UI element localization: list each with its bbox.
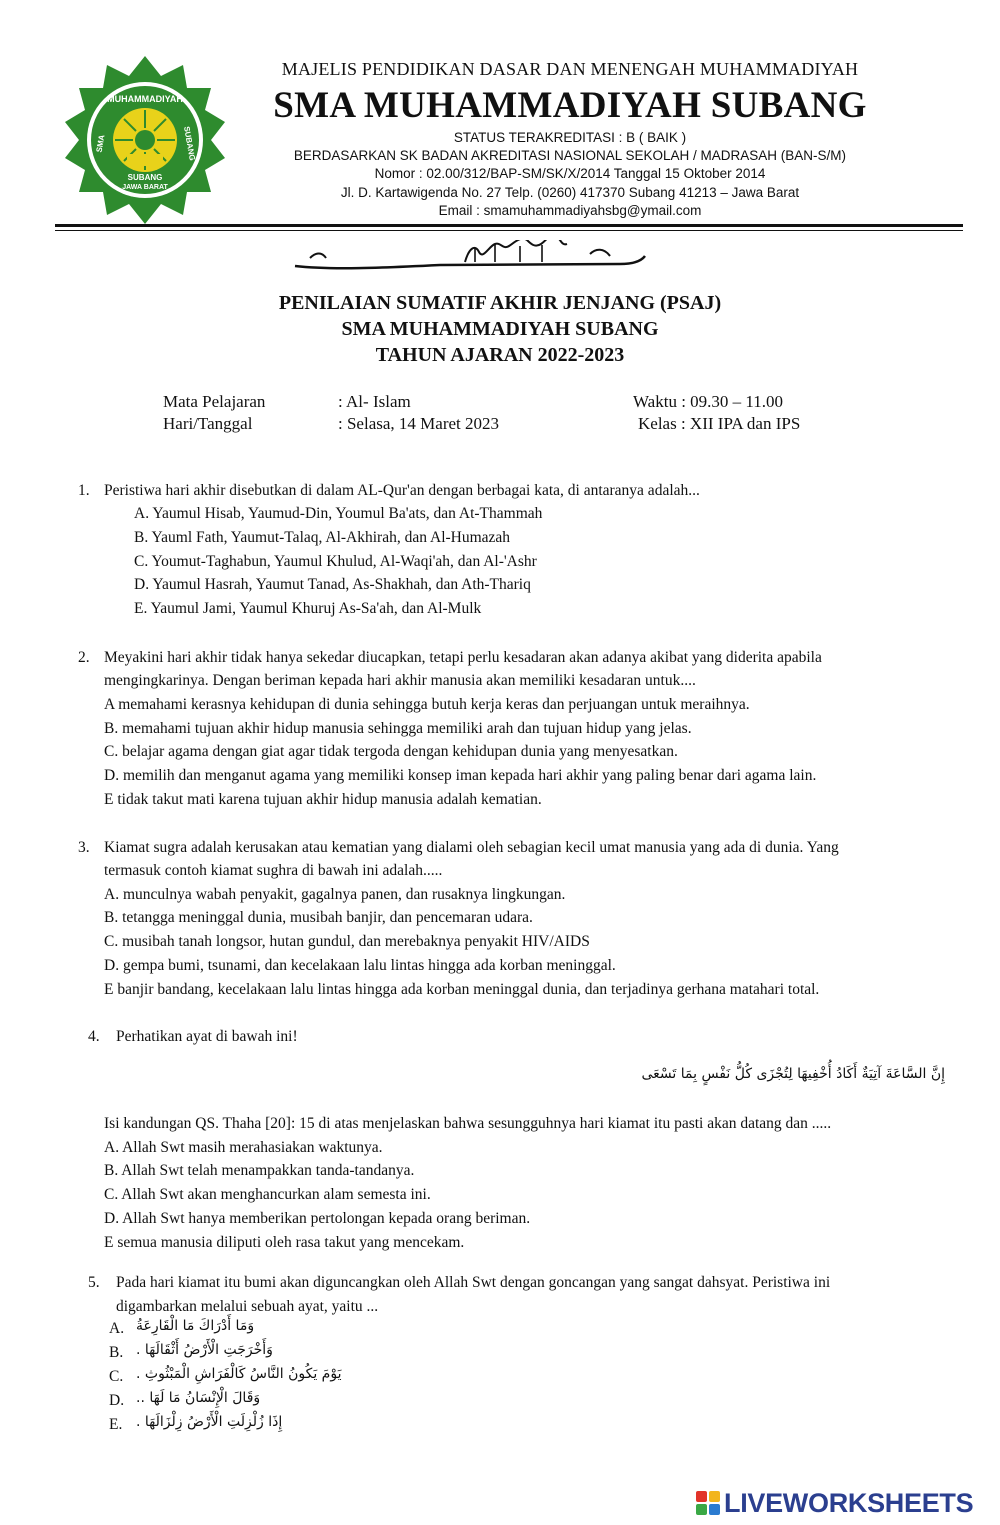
answer-option[interactable]: D. Yaumul Hasrah, Yaumut Tanad, As-Shakhah, dan Ath-Thariq	[134, 576, 531, 593]
answer-option[interactable]: B. memahami tujuan akhir hidup manusia sehingga memiliki arah dan tujuan hidup yang jelas.	[104, 720, 692, 737]
bismillah-calligraphy-icon	[290, 240, 650, 274]
question-text: termasuk contoh kiamat sughra di bawah ini adalah.....	[104, 862, 443, 879]
header-sk: BERDASARKAN SK BADAN AKREDITASI NASIONAL SEKOLAH / MADRASAH (BAN-S/M)	[293, 148, 847, 163]
answer-option[interactable]: E tidak takut mati karena tujuan akhir hidup manusia adalah kematian.	[104, 791, 542, 808]
answer-option-arabic[interactable]: إِذَا زُلْزِلَتِ الْأَرْضُ زِلْزَالَهَا .	[136, 1414, 283, 1430]
answer-option[interactable]: E banjir bandang, kecelakaan lalu lintas hingga ada korban meninggal dunia, dan terjadinya gerhana matahari total.	[104, 981, 820, 998]
question-number: 4.	[88, 1028, 100, 1045]
header-majelis: MAJELIS PENDIDIKAN DASAR DAN MENENGAH MUHAMMADIYAH	[281, 59, 859, 79]
date-value: : Selasa, 14 Maret 2023	[338, 414, 499, 433]
quran-verse: إِنَّ السَّاعَةَ آتِيَةٌ أَكَادُ أُخْفِيهَا لِتُجْزَى كُلُّ نَفْسٍ بِمَا تَسْعَى	[641, 1066, 945, 1082]
subject-value: : Al- Islam	[338, 392, 411, 411]
liveworksheets-brand-text: LIVEWORKSHEETS	[724, 1487, 974, 1518]
answer-option[interactable]: B. tetangga meninggal dunia, musibah banjir, dan pencemaran udara.	[104, 909, 533, 926]
answer-option[interactable]: E. Yaumul Jami, Yaumul Khuruj As-Sa'ah, dan Al-Mulk	[134, 600, 482, 617]
question-number: 1.	[78, 482, 90, 499]
question-text: digambarkan melalui sebuah ayat, yaitu ...	[116, 1298, 379, 1315]
question-text: Meyakini hari akhir tidak hanya sekedar diucapkan, tetapi perlu kesadaran akan adanya akibat yang diderita apabila	[104, 649, 822, 666]
question-text: Kiamat sugra adalah kerusakan atau kematian yang dialami oleh sebagian kecil umat manusia yang ada di dunia. Yang	[104, 839, 839, 856]
answer-option[interactable]: D. memilih dan menganut agama yang memiliki konsep iman kepada hari akhir yang paling benar dari agama lain.	[104, 767, 817, 784]
answer-option[interactable]: A memahami kerasnya kehidupan di dunia sehingga butuh kerja keras dan perjuangan untuk meraihnya.	[104, 696, 750, 713]
exam-school: SMA MUHAMMADIYAH SUBANG	[341, 318, 659, 340]
answer-option[interactable]: A. Allah Swt masih merahasiakan waktunya.	[104, 1139, 383, 1156]
logo-text-bottom1: SUBANG	[127, 173, 163, 182]
question-text: Perhatikan ayat di bawah ini!	[116, 1028, 298, 1045]
answer-option[interactable]: C. musibah tanah longsor, hutan gundul, dan merebaknya penyakit HIV/AIDS	[104, 933, 590, 950]
logo-text-right: SUBANG	[182, 125, 197, 162]
answer-option-label[interactable]: E.	[109, 1416, 123, 1433]
question-text: Peristiwa hari akhir disebutkan di dalam AL-Qur'an dengan berbagai kata, di antaranya adalah...	[104, 482, 700, 499]
answer-option[interactable]: B. Allah Swt telah menampakkan tanda-tandanya.	[104, 1162, 415, 1179]
logo-text-top: MUHAMMADIYAH	[107, 94, 183, 104]
header-school-name: SMA MUHAMMADIYAH SUBANG	[273, 85, 867, 126]
answer-option-label[interactable]: C.	[109, 1368, 124, 1385]
question-number: 3.	[78, 839, 90, 856]
answer-option[interactable]: D. gempa bumi, tsunami, dan kecelakaan lalu lintas hingga ada korban meninggal.	[104, 957, 616, 974]
question-number: 5.	[88, 1274, 100, 1291]
subject-label: Mata Pelajaran	[163, 392, 266, 411]
answer-option[interactable]: E semua manusia diliputi oleh rasa takut yang mencekam.	[104, 1234, 465, 1251]
answer-option-label[interactable]: B.	[109, 1344, 124, 1361]
question-text: Pada hari kiamat itu bumi akan diguncangkan oleh Allah Swt dengan goncangan yang sangat dahsyat. Peristiwa ini	[116, 1274, 831, 1291]
answer-option[interactable]: B. Yauml Fath, Yaumut-Talaq, Al-Akhirah, dan Al-Humazah	[134, 529, 511, 546]
header-divider-thin	[55, 230, 963, 231]
header-nomor: Nomor : 02.00/312/BAP-SM/SK/X/2014 Tanggal 15 Oktober 2014	[374, 166, 766, 181]
header-address: Jl. D. Kartawigenda No. 27 Telp. (0260) 417370 Subang 41213 – Jawa Barat	[340, 185, 800, 200]
header-status: STATUS TERAKREDITASI : B ( BAIK )	[453, 130, 687, 145]
answer-option-label[interactable]: D.	[109, 1392, 125, 1409]
class-info: Kelas : XII IPA dan IPS	[638, 414, 801, 433]
answer-option[interactable]: D. Allah Swt hanya memberikan pertolongan kepada orang beriman.	[104, 1210, 531, 1227]
answer-option[interactable]: C. belajar agama dengan giat agar tidak tergoda dengan kehidupan dunia yang menyesatkan.	[104, 743, 678, 760]
question-number: 2.	[78, 649, 90, 666]
answer-option-arabic[interactable]: وَمَا أَدْرَاكَ مَا الْقَارِعَةُ	[136, 1318, 255, 1334]
answer-option-label[interactable]: A.	[109, 1320, 125, 1337]
date-label: Hari/Tanggal	[163, 414, 253, 433]
answer-option-arabic[interactable]: وَقَالَ الْإِنْسَانُ مَا لَهَا ..	[136, 1390, 261, 1406]
exam-year: TAHUN AJARAN 2022-2023	[375, 344, 625, 366]
logo-text-bottom2: JAWA BARAT	[122, 184, 168, 191]
liveworksheets-logo-icon	[695, 1490, 721, 1516]
exam-title: PENILAIAN SUMATIF AKHIR JENJANG (PSAJ)	[278, 292, 722, 314]
liveworksheets-brand[interactable]	[695, 1487, 973, 1519]
answer-option-arabic[interactable]: وَأَخْرَجَتِ الْأَرْضُ أَثْقَالَهَا .	[136, 1342, 273, 1358]
question-text: mengingkarinya. Dengan beriman kepada hari akhir manusia akan memiliki kesadaran untuk....	[104, 672, 696, 689]
question-text: Isi kandungan QS. Thaha [20]: 15 di atas menjelaskan bahwa sesungguhnya hari kiamat itu pasti akan datang dan .....	[104, 1115, 832, 1132]
answer-option[interactable]: A. munculnya wabah penyakit, gagalnya panen, dan rusaknya lingkungan.	[104, 886, 566, 903]
time-info: Waktu : 09.30 – 11.00	[633, 392, 784, 411]
answer-option[interactable]: C. Youmut-Taghabun, Yaumul Khulud, Al-Waqi'ah, dan Al-'Ashr	[134, 553, 537, 570]
header-divider-thick	[55, 224, 963, 227]
answer-option[interactable]: A. Yaumul Hisab, Yaumud-Din, Youmul Ba'ats, dan At-Thammah	[134, 505, 543, 522]
school-logo-icon	[55, 55, 235, 225]
header-email: Email : smamuhammadiyahsbg@ymail.com	[438, 203, 702, 218]
answer-option[interactable]: C. Allah Swt akan menghancurkan alam semesta ini.	[104, 1186, 431, 1203]
answer-option-arabic[interactable]: يَوْمَ يَكُونُ النَّاسُ كَالْفَرَاشِ الْمَبْثُوثِ .	[136, 1366, 342, 1382]
logo-text-left: SMA	[94, 134, 107, 154]
